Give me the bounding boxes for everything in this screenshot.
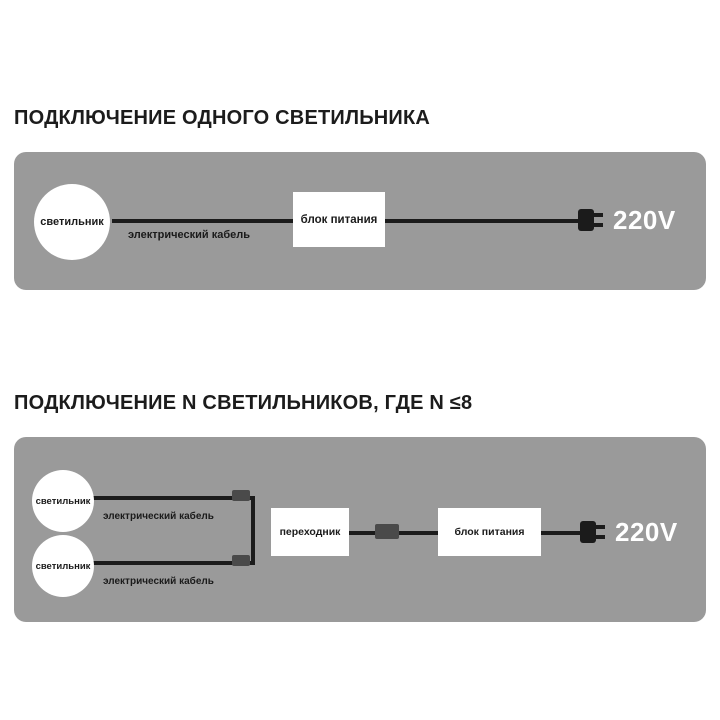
- plug-pin-bottom: [596, 535, 605, 539]
- cable-caption-2: электрический кабель: [103, 511, 214, 522]
- cable-connector-lower: [232, 555, 250, 566]
- luminaire-circle-2: [32, 470, 94, 532]
- luminaire-circle-1: [34, 184, 110, 260]
- voltage-label-2: 220V: [615, 517, 678, 547]
- wire-lamp-to-power-supply: [112, 219, 297, 223]
- plug-body: [580, 521, 596, 543]
- plug-pin-top: [596, 525, 605, 529]
- adapter-label: переходник: [279, 526, 341, 538]
- power-plug-icon-1: [578, 209, 604, 231]
- plug-pin-bottom: [594, 223, 603, 227]
- power-supply-box-2: [438, 508, 541, 556]
- wire-lamp2-to-connector: [92, 561, 255, 565]
- section-title-multiple-luminaires: ПОДКЛЮЧЕНИЕ N СВЕТИЛЬНИКОВ, ГДЕ N ≤8: [14, 392, 473, 414]
- power-supply-label: блок питания: [300, 213, 378, 226]
- luminaire-label: светильник: [40, 216, 104, 228]
- section-title-single-luminaire: ПОДКЛЮЧЕНИЕ ОДНОГО СВЕТИЛЬНИКА: [14, 107, 431, 129]
- wire-lamp1-to-connector: [92, 496, 255, 500]
- wire-power-supply-to-plug-2: [540, 531, 580, 535]
- luminaire-circle-3: [32, 535, 94, 597]
- power-supply-label: блок питания: [454, 526, 525, 538]
- wire-power-supply-to-plug: [385, 219, 578, 223]
- luminaire-label: светильник: [35, 495, 91, 507]
- voltage-label-1: 220V: [613, 205, 676, 235]
- wire-branch-vertical: [251, 496, 255, 565]
- cable-caption-3: электрический кабель: [103, 576, 214, 587]
- plug-pin-top: [594, 213, 603, 217]
- power-plug-icon-2: [580, 521, 606, 543]
- plug-body: [578, 209, 594, 231]
- power-supply-box-1: [293, 192, 385, 247]
- cable-caption-1: электрический кабель: [128, 229, 250, 241]
- cable-connector-upper: [232, 490, 250, 501]
- adapter-box: [271, 508, 349, 556]
- cable-connector-middle: [375, 524, 399, 539]
- luminaire-label: светильник: [35, 560, 91, 572]
